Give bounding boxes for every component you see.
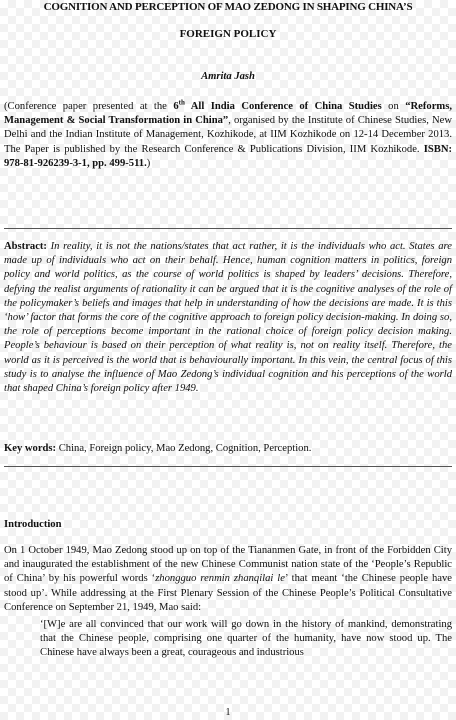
intro-pinyin-phrase: zhongguo renmin zhanqilai le xyxy=(155,573,285,585)
abstract-text: In reality, it is not the nations/states that act rather, it is the individuals who act. States are made up of individuals who act on their behalf. Hence, human cognition matters in politics, foreign policy and world politics, as the course of world politics is shaped by leaders’ decisions. Therefore, defying the realist arguments of rationality it can be argued that it is the cognitive analyses of the role of the policymaker’s beliefs and images that help in understanding of how the decisions are made. It is this ‘how’ factor that forms the core of the cognitive approach to foreign policy decision-making. In doing so, the role of perceptions become important in the rational choice of foreign policy decision making. People’s behaviour is based on their perception of what reality is, not on reality itself. Therefore, the world as it is perceived is the world that is behaviourally important. In this vein, the central focus of this study is to analyse the influence of Mao Zedong’s individual cognition and his perceptions of the world that shaped China’s foreign policy after 1949. xyxy=(4,241,452,395)
conference-note xyxy=(4,100,452,171)
conference-ordinal-number: 6 xyxy=(173,101,179,112)
bottom-divider xyxy=(4,466,452,467)
isbn: ISBN: 978-81-926239-3-1, pp. 499-511. xyxy=(4,143,452,169)
keywords-label: Key words: xyxy=(4,443,57,454)
block-quote: ‘[W]e are all convinced that our work will go down in the history of mankind, demonstrating that the Chinese people, comprising one quarter of the humanity, have now stood up. The Chinese have always been a great, courageous and industrious xyxy=(40,619,452,659)
abstract-label: Abstract: xyxy=(4,241,47,252)
conference-details: , organised by the Institute of Chinese Studies, New Delhi and the Indian Institute of Management, Kozhikode, at IIM Kozhikode on 12-14 December 2013. The Paper is published by the Research Conference & Publications Division, IIM Kozhikode. xyxy=(4,115,452,155)
abstract xyxy=(4,240,452,396)
paper-title-line-2: FOREIGN POLICY xyxy=(179,28,277,40)
page-number: 1 xyxy=(225,707,231,718)
paper-title-line-1: COGNITION AND PERCEPTION OF MAO ZEDONG IN SHAPING CHINA’S xyxy=(43,1,413,13)
conference-ordinal-suffix: th xyxy=(178,98,185,107)
keywords-text: China, Foreign policy, Mao Zedong, Cognition, Perception. xyxy=(56,443,312,454)
keywords xyxy=(4,442,452,456)
conference-note-prefix: (Conference paper presented at the xyxy=(4,101,174,112)
top-divider xyxy=(4,228,452,229)
conference-name: All India Conference of China Studies xyxy=(184,101,382,112)
intro-paragraph-start: On 1 October 1949, Mao Zedong stood up on top of the Tiananmen Gate, in front of the Forbidden City and inaugurated the establishment of the new Chinese Communist nation state of the ‘People’s Republic of China’ by his powerful words ‘ xyxy=(4,545,452,585)
conference-theme: “Reforms, Management & Social Transformation in China” xyxy=(4,101,453,127)
intro-paragraph-end: ’ that meant ‘the Chinese people have stood up’. While addressing at the First Plenary Session of the Chinese People’s Political Consultative Conference on September 21, 1949, Mao said: xyxy=(4,573,452,613)
intro-paragraph xyxy=(4,544,452,615)
section-heading-introduction: Introduction xyxy=(4,519,62,530)
author-name: Amrita Jash xyxy=(201,71,255,82)
conference-on: on xyxy=(381,101,406,112)
conference-note-close: ) xyxy=(146,157,151,169)
conference-ordinal xyxy=(173,98,382,112)
